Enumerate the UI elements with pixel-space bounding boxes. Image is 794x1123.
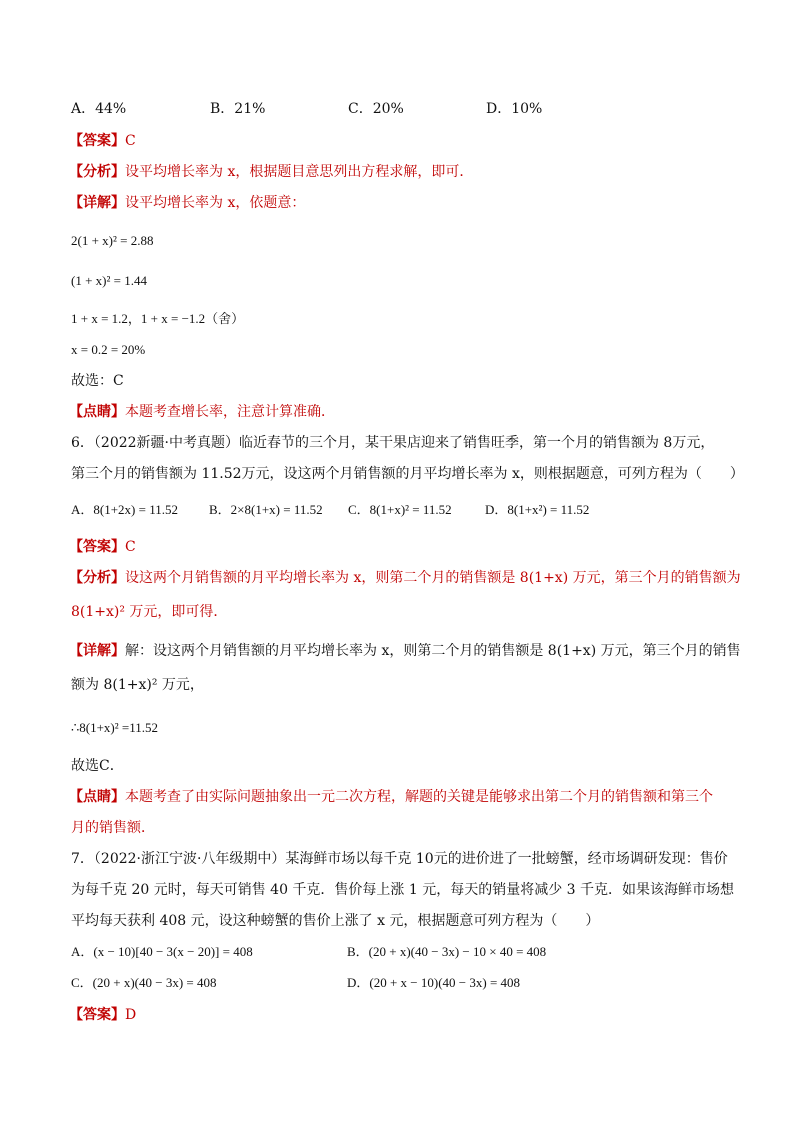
q6-stem-line-2: 第三个月的销售额为 11.52万元，设这两个月销售额的月平均增长率为 x，则根据题意，可列方程为（ ） xyxy=(71,466,744,482)
q5-option-b: B．21% xyxy=(210,101,266,117)
q5-option-c: C．20% xyxy=(348,101,404,117)
q6-answer-line xyxy=(69,537,136,557)
answer-tag: 【答案】 xyxy=(69,539,125,555)
q6-detail-line-2: 额为 8(1+x)² 万元， xyxy=(71,677,204,693)
q5-equation-3: 1 + x = 1.2，1 + x = −1.2（舍） xyxy=(71,311,245,326)
q5-option-a: A．44% xyxy=(71,101,127,117)
detail-text: 解：设这两个月销售额的月平均增长率为 x，则第二个月的销售额是 8(1+x) 万元，第三个月的销售 xyxy=(125,643,741,659)
q5-equation-2: (1 + x)² = 1.44 xyxy=(71,273,147,288)
q5-choice-text: 故选：C xyxy=(71,373,124,389)
detail-text: 设平均增长率为 x，依题意： xyxy=(125,195,306,211)
analysis-text: 设这两个月销售额的月平均增长率为 x，则第二个月的销售额是 8(1+x) 万元，第三个月的销售额为 xyxy=(125,570,741,586)
answer-value: D xyxy=(125,1007,137,1023)
q5-equation-4: x = 0.2 = 20% xyxy=(71,342,146,357)
q6-choice: 故选C． xyxy=(71,758,124,774)
q7-stem-line-3: 平均每天获利 408 元，设这种螃蟹的售价上涨了 x 元，根据题意可列方程为（ ） xyxy=(71,913,600,929)
q5-detail-line xyxy=(69,193,305,213)
analysis-text: 设平均增长率为 x，根据题目意思列出方程求解，即可． xyxy=(125,164,474,180)
q6-option-a: A．8(1+2x) = 11.52 xyxy=(71,502,178,517)
detail-tag: 【详解】 xyxy=(69,195,125,211)
analysis-tag: 【分析】 xyxy=(69,570,125,586)
answer-value: C xyxy=(125,133,136,149)
q7-option-d: D．(20 + x − 10)(40 − 3x) = 408 xyxy=(347,975,521,990)
q7-option-b: B．(20 + x)(40 − 3x) − 10 × 40 = 408 xyxy=(347,944,547,959)
q6-equation: ∴8(1+x)² =11.52 xyxy=(71,720,159,735)
answer-value: C xyxy=(125,539,136,555)
q5-option-d: D．10% xyxy=(486,101,543,117)
detail-tag: 【详解】 xyxy=(69,643,125,659)
analysis-tag: 【分析】 xyxy=(69,164,125,180)
q5-note-line xyxy=(69,402,335,422)
q6-option-c: C．8(1+x)² = 11.52 xyxy=(348,502,452,517)
q7-answer-line xyxy=(69,1005,136,1025)
q7-stem-line-2: 为每千克 20 元时，每天可销售 40 千克．售价每上涨 1 元，每天的销量将减少 3 千克．如果该海鲜市场想 xyxy=(71,882,735,898)
q6-analysis-line-2: 8(1+x)² 万元，即可得． xyxy=(71,604,228,620)
q7-option-a: A．(x − 10)[40 − 3(x − 20)] = 408 xyxy=(71,944,253,959)
q5-equation-1: 2(1 + x)² = 2.88 xyxy=(71,233,154,248)
q6-analysis-line-1 xyxy=(69,568,741,588)
q6-option-b: B．2×8(1+x) = 11.52 xyxy=(209,502,323,517)
answer-tag: 【答案】 xyxy=(69,1007,125,1023)
q5-analysis-line xyxy=(69,162,473,182)
q7-stem-line-1: 7．（2022·浙江宁波·八年级期中）某海鲜市场以每千克 10元的进价进了一批螃蟹，经市场调研发现：售价 xyxy=(71,851,728,867)
note-tag: 【点睛】 xyxy=(69,404,125,420)
q6-stem-line-1: 6．（2022新疆·中考真题）临近春节的三个月，某干果店迎来了销售旺季，第一个月的销售额为 8万元， xyxy=(71,435,715,451)
q5-choice xyxy=(71,371,124,391)
q7-option-c: C．(20 + x)(40 − 3x) = 408 xyxy=(71,975,217,990)
note-text: 本题考查了由实际问题抽象出一元二次方程，解题的关键是能够求出第二个月的销售额和第三个 xyxy=(125,789,713,805)
q6-note-line-2: 月的销售额． xyxy=(71,820,155,836)
q6-option-d: D．8(1+x²) = 11.52 xyxy=(485,502,590,517)
q6-note-line-1 xyxy=(69,787,713,807)
answer-tag: 【答案】 xyxy=(69,133,125,149)
q6-detail-line-1 xyxy=(69,641,741,661)
note-text: 本题考查增长率，注意计算准确． xyxy=(125,404,335,420)
note-tag: 【点睛】 xyxy=(69,789,125,805)
q5-answer-line xyxy=(69,131,136,151)
